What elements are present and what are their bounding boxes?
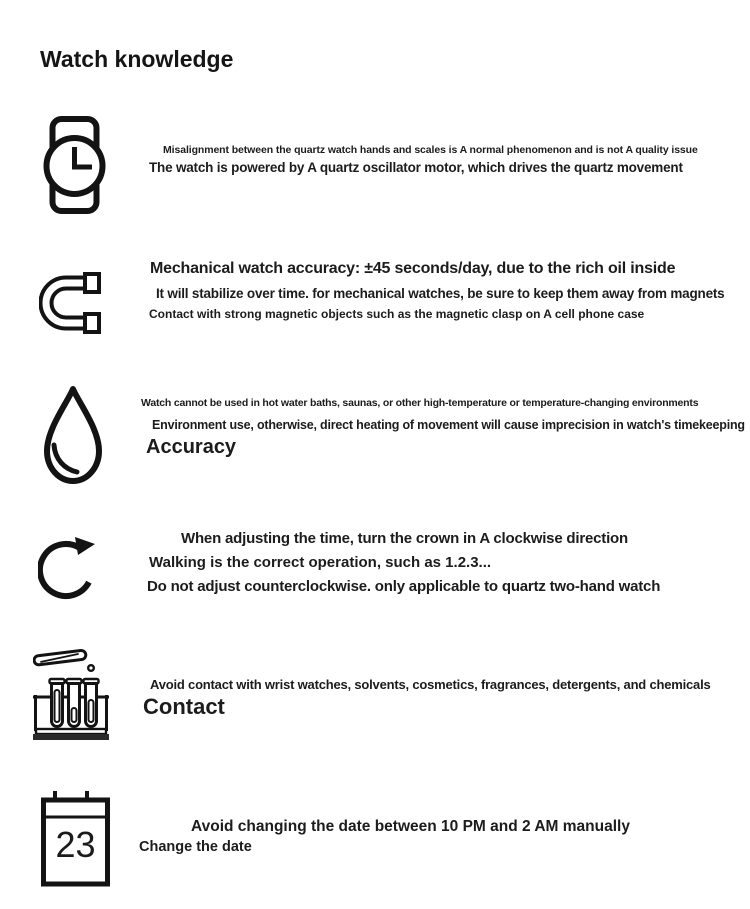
- date-heading: Change the date: [139, 839, 252, 855]
- magnet-note-main: It will stabilize over time. for mechanical watches, be sure to keep them away from magnets: [156, 286, 725, 301]
- quartz-note-main: The watch is powered by A quartz oscillator motor, which drives the quartz movement: [149, 160, 683, 175]
- chemicals-heading: Contact: [143, 694, 225, 719]
- magnet-note-headline: Mechanical watch accuracy: ±45 seconds/day, due to the rich oil inside: [150, 260, 676, 277]
- crown-note-3: Do not adjust counterclockwise. only applicable to quartz two-hand watch: [147, 578, 661, 595]
- temperature-note-small: Watch cannot be used in hot water baths, saunas, or other high-temperature or temperature-changing environments: [141, 397, 699, 409]
- wristwatch-icon: [43, 116, 106, 214]
- test-tubes-icon: [33, 648, 112, 742]
- temperature-heading: Accuracy: [146, 436, 237, 458]
- crown-note-2: Walking is the correct operation, such as 1.2.3...: [149, 554, 492, 571]
- date-note-main: Avoid changing the date between 10 PM and 2 AM manually: [191, 818, 630, 835]
- temperature-note-main: Environment use, otherwise, direct heating of movement will cause imprecision in watch's timekeeping: [152, 418, 745, 432]
- magnet-icon: [39, 272, 105, 334]
- page-title: Watch knowledge: [40, 46, 234, 73]
- clockwise-arrow-icon: [38, 528, 102, 608]
- water-drop-icon: [40, 385, 106, 485]
- magnet-note-small: Contact with strong magnetic objects such as the magnetic clasp on A cell phone case: [149, 307, 645, 321]
- calendar-day-number: 23: [55, 824, 96, 865]
- crown-note-1: When adjusting the time, turn the crown in A clockwise direction: [181, 530, 628, 547]
- calendar-icon: [41, 790, 110, 887]
- chemicals-note-main: Avoid contact with wrist watches, solvents, cosmetics, fragrances, detergents, and chemicals: [150, 677, 711, 692]
- quartz-note-small: Misalignment between the quartz watch hands and scales is A normal phenomenon and is not A quality issue: [163, 144, 698, 156]
